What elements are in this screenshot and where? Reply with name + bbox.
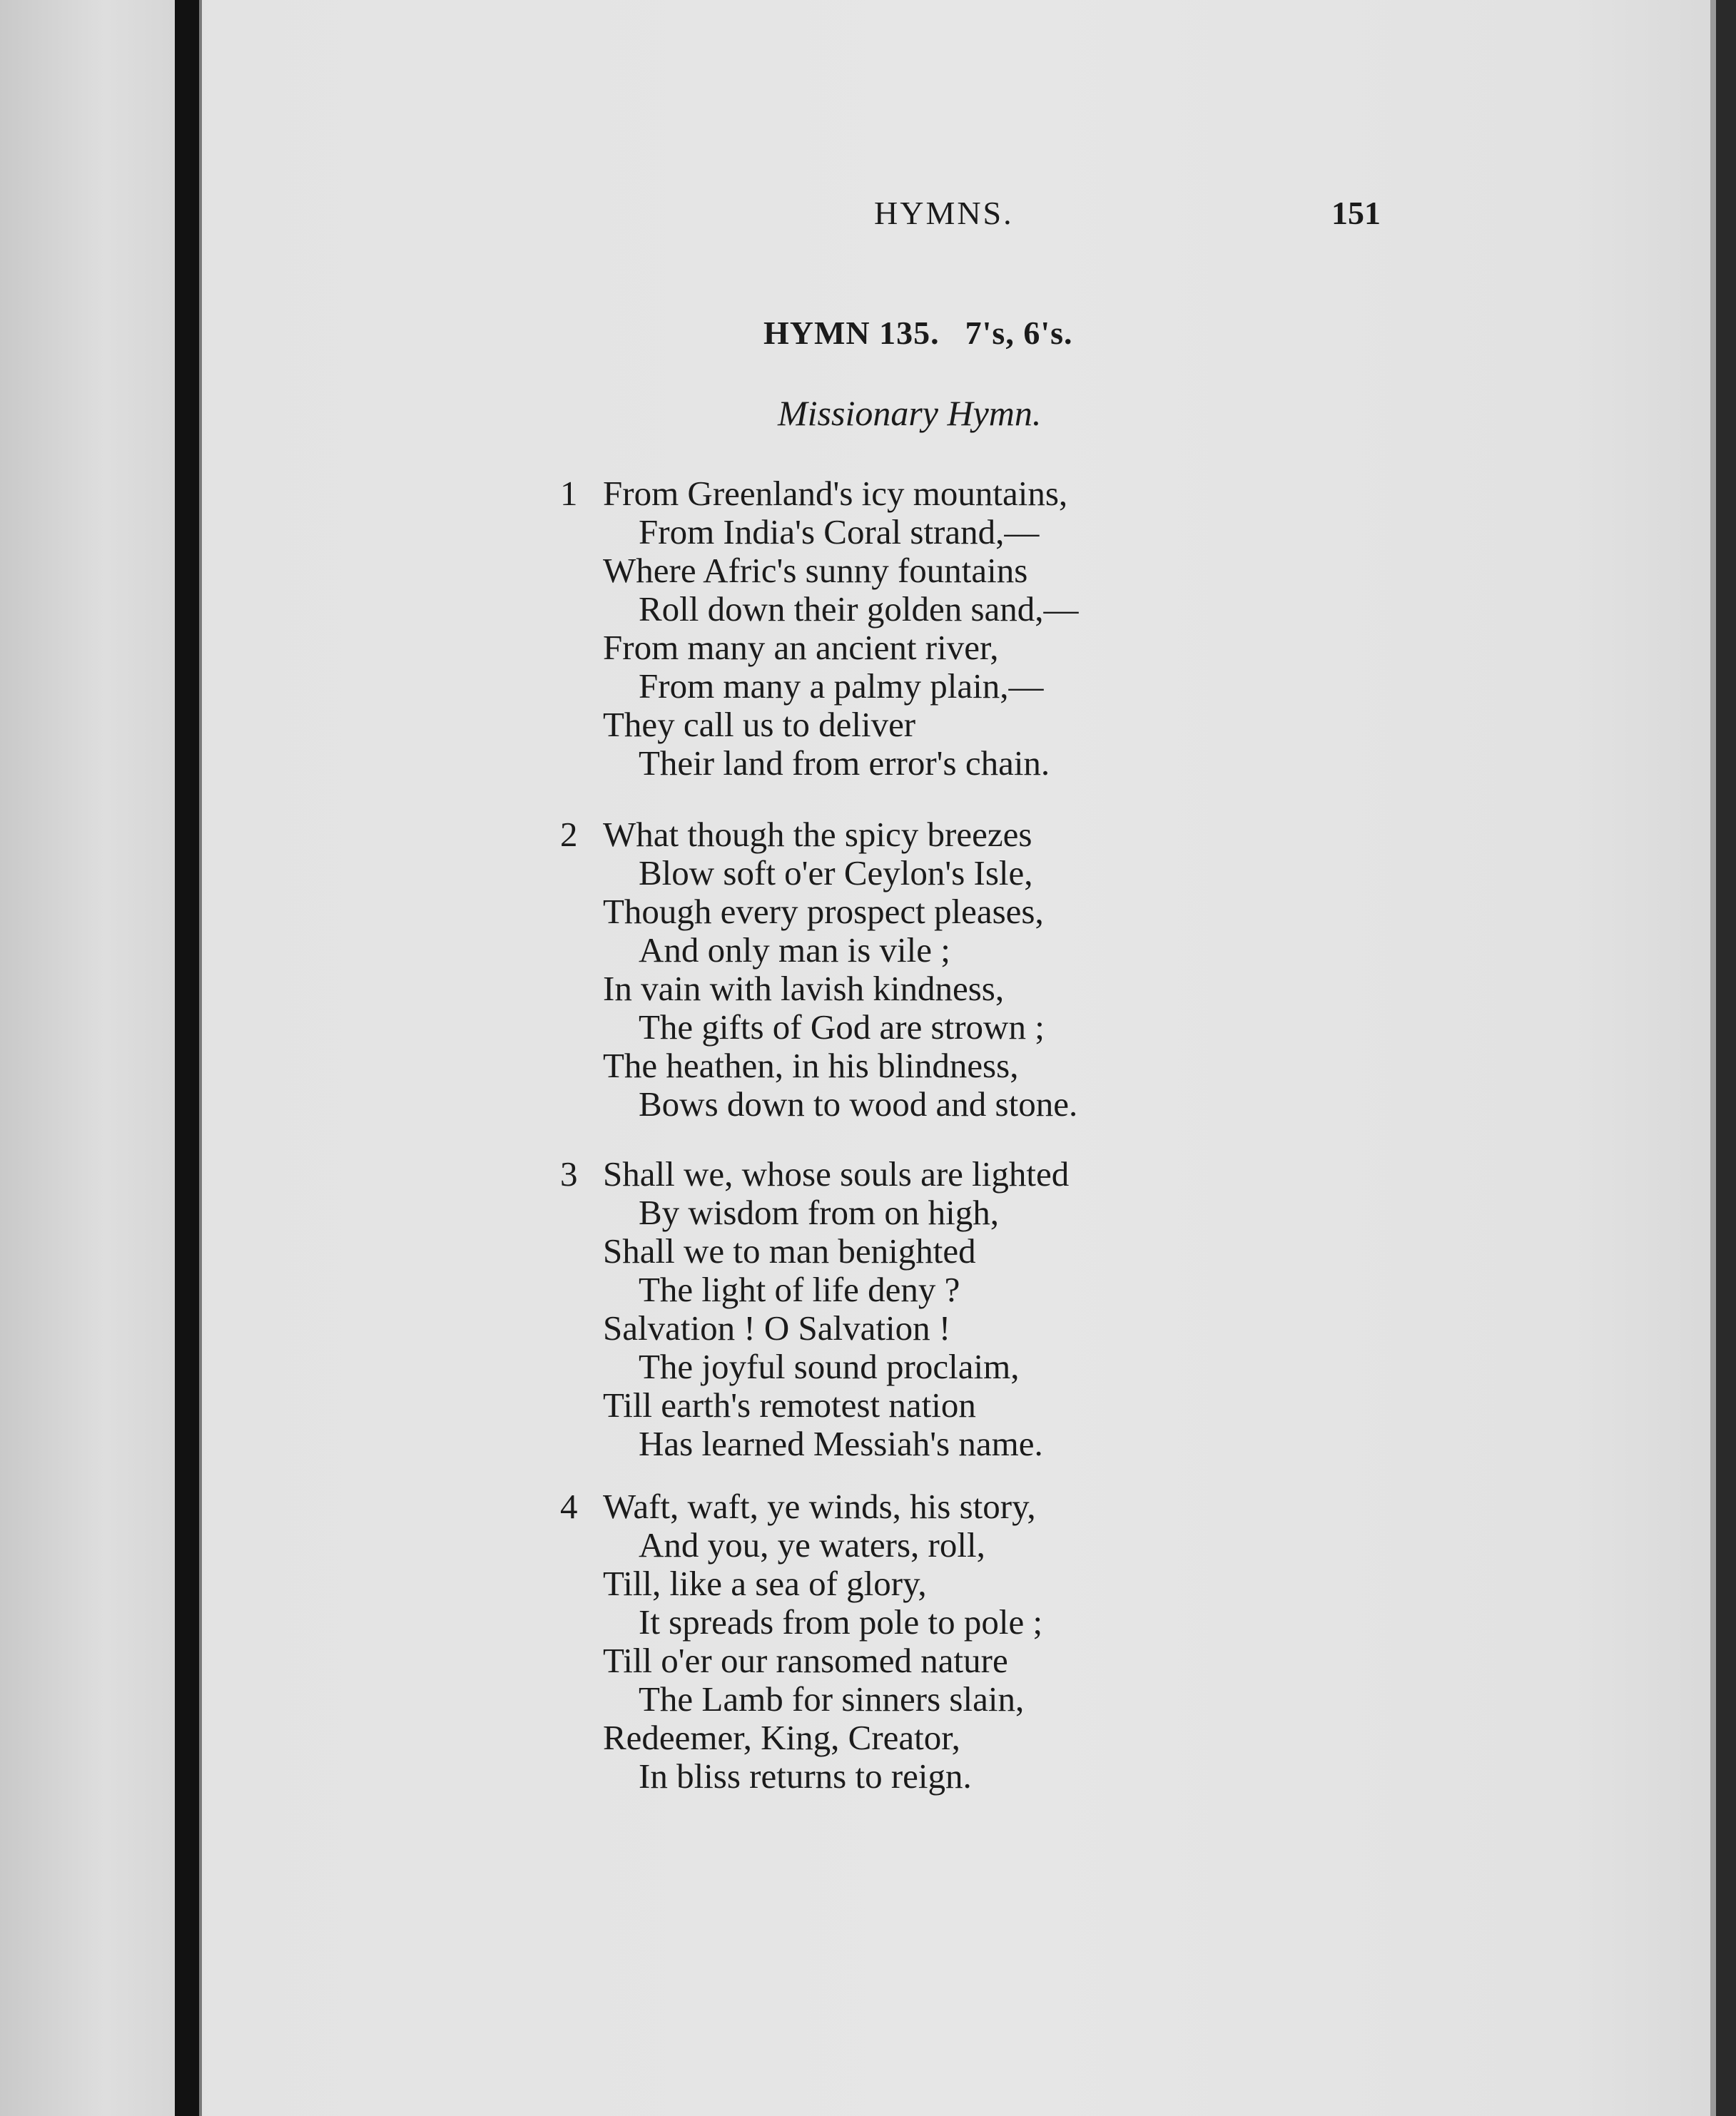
page-number: 151 xyxy=(1331,195,1381,231)
stanza-line xyxy=(560,1008,1288,1047)
stanza-line xyxy=(560,1719,1288,1757)
running-head: HYMNS. xyxy=(874,195,1014,231)
stanza-number: 3 xyxy=(560,1154,578,1194)
left-page-margin xyxy=(0,0,175,2116)
stanza-line xyxy=(560,1680,1288,1719)
verse-text: Blow soft o'er Ceylon's Isle, xyxy=(639,853,1033,892)
verse-text: And you, ye waters, roll, xyxy=(639,1525,985,1565)
stanza-line xyxy=(560,1271,1288,1309)
stanza-line xyxy=(560,1526,1288,1565)
stanza-line xyxy=(560,744,1288,783)
right-page-edge xyxy=(1716,0,1736,2116)
stanza-line xyxy=(560,1603,1288,1642)
stanza-line xyxy=(560,970,1288,1008)
verse-text: Till o'er our ransomed nature xyxy=(603,1641,1008,1680)
stanza-1 xyxy=(560,474,1288,783)
verse-text: Salvation ! O Salvation ! xyxy=(603,1308,951,1348)
hymn-meter: 7's, 6's. xyxy=(965,315,1073,351)
verse-text: Where Afric's sunny fountains xyxy=(603,551,1028,590)
verse-text: The gifts of God are strown ; xyxy=(639,1007,1045,1047)
stanza-line xyxy=(560,513,1288,551)
stanza-line xyxy=(560,931,1288,970)
verse-text: In vain with lavish kindness, xyxy=(603,969,1005,1008)
stanza-line xyxy=(560,1194,1288,1232)
stanza-line xyxy=(560,892,1288,931)
stanza-line xyxy=(560,551,1288,590)
stanza-line xyxy=(560,590,1288,629)
hymn-number: HYMN 135. xyxy=(763,315,940,351)
verse-text: It spreads from pole to pole ; xyxy=(639,1602,1043,1642)
hymn-heading xyxy=(763,314,1073,352)
verse-text: From India's Coral strand,— xyxy=(639,512,1040,551)
stanza-number: 4 xyxy=(560,1487,578,1526)
verse-text: The heathen, in his blindness, xyxy=(603,1046,1019,1085)
verse-text: What though the spicy breezes xyxy=(603,815,1032,854)
stanza-3 xyxy=(560,1155,1288,1463)
stanza-line xyxy=(560,667,1288,706)
stanza-number: 2 xyxy=(560,815,578,854)
stanza-line xyxy=(560,1425,1288,1463)
verse-text: Till, like a sea of glory, xyxy=(603,1564,927,1603)
stanza-line xyxy=(560,1309,1288,1348)
stanza-4 xyxy=(560,1487,1288,1796)
verse-text: Has learned Messiah's name. xyxy=(639,1424,1043,1463)
stanza-line xyxy=(560,706,1288,744)
stanza-line xyxy=(560,1085,1288,1124)
stanza-2 xyxy=(560,815,1288,1124)
stanza-line xyxy=(560,1348,1288,1386)
verse-text: Though every prospect pleases, xyxy=(603,892,1044,931)
right-page-edge-highlight xyxy=(1710,0,1716,2116)
verse-text: The light of life deny ? xyxy=(639,1270,960,1309)
stanza-line xyxy=(560,1757,1288,1796)
stanza-line xyxy=(560,1642,1288,1680)
verse-text: Redeemer, King, Creator, xyxy=(603,1718,960,1757)
stanza-line xyxy=(560,815,1288,854)
verse-text: By wisdom from on high, xyxy=(639,1193,999,1232)
stanza-line xyxy=(560,1386,1288,1425)
stanza-line xyxy=(560,1487,1288,1526)
stanza-line xyxy=(560,1565,1288,1603)
verse-text: Shall we to man benighted xyxy=(603,1231,976,1271)
stanza-line xyxy=(560,1232,1288,1271)
verse-text: The joyful sound proclaim, xyxy=(639,1347,1020,1386)
verse-text: The Lamb for sinners slain, xyxy=(639,1679,1025,1719)
verse-text: Waft, waft, ye winds, his story, xyxy=(603,1487,1036,1526)
stanza-line xyxy=(560,854,1288,892)
verse-text: Shall we, whose souls are lighted xyxy=(603,1154,1070,1194)
verse-text: From many a palmy plain,— xyxy=(639,666,1044,706)
verse-text: And only man is vile ; xyxy=(639,930,950,970)
stanza-line xyxy=(560,474,1288,513)
binding-edge xyxy=(199,0,202,2116)
verse-text: In bliss returns to reign. xyxy=(639,1756,972,1796)
hymn-title: Missionary Hymn. xyxy=(778,393,1042,433)
binding-shadow xyxy=(175,0,199,2116)
verse-text: Bows down to wood and stone. xyxy=(639,1084,1078,1124)
verse-text: From many an ancient river, xyxy=(603,628,999,667)
verse-text: Till earth's remotest nation xyxy=(603,1385,976,1425)
verse-text: Roll down their golden sand,— xyxy=(639,589,1079,629)
verse-text: From Greenland's icy mountains, xyxy=(603,474,1068,513)
stanza-line xyxy=(560,629,1288,667)
stanza-line xyxy=(560,1155,1288,1194)
verse-text: They call us to deliver xyxy=(603,705,916,744)
stanza-number: 1 xyxy=(560,474,578,513)
stanza-line xyxy=(560,1047,1288,1085)
verse-text: Their land from error's chain. xyxy=(639,743,1050,783)
